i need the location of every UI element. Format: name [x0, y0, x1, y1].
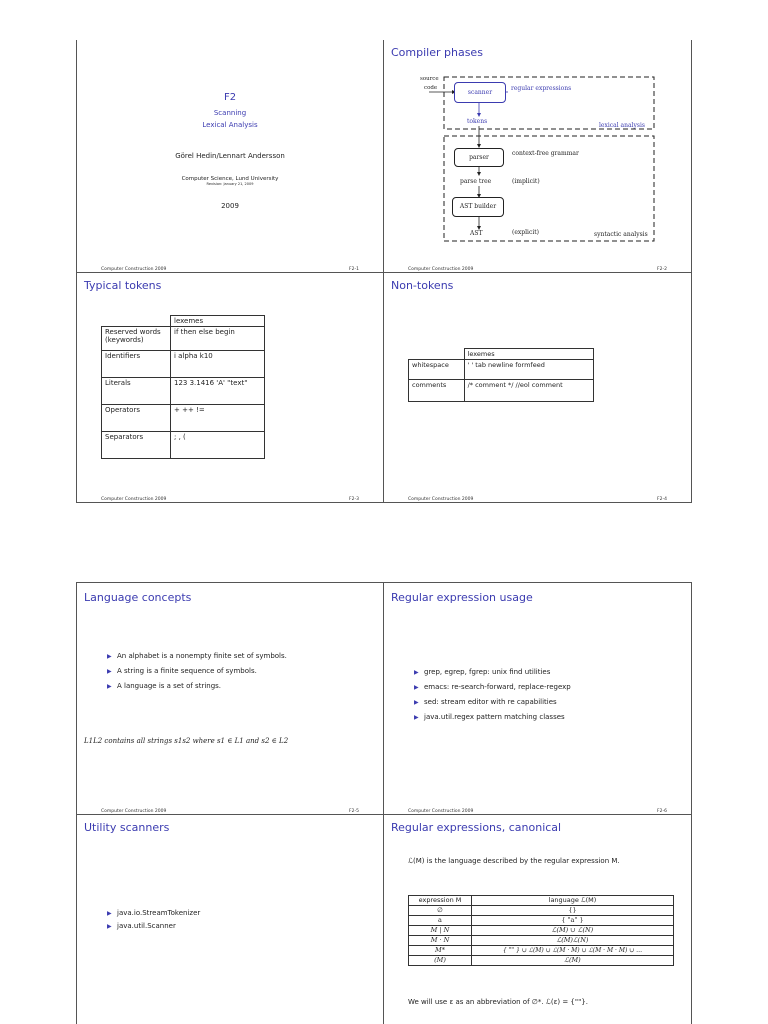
footer-course: Computer Construction 2009 [408, 497, 474, 502]
list-item: ▶ An alphabet is a nonempty finite set of symbols. [107, 649, 287, 664]
bullet-triangle-icon: ▶ [107, 910, 112, 917]
authors: Görel Hedin/Lennart Andersson [175, 152, 285, 160]
scanner-node: scanner [454, 82, 506, 103]
expression-cell: ∅ [409, 906, 472, 916]
bullet-triangle-icon: ▶ [107, 683, 112, 690]
expression-cell: M* [409, 946, 472, 956]
footer-course: Computer Construction 2009 [101, 809, 167, 814]
table-header-row [102, 316, 265, 327]
year: 2009 [221, 202, 239, 210]
non-token-class: whitespace [409, 360, 465, 380]
token-lexemes: 123 3.1416 'A' "text" [171, 378, 265, 405]
table-row [409, 916, 674, 926]
table-row [409, 906, 674, 916]
bullet-triangle-icon: ▶ [107, 653, 112, 660]
table-row [409, 956, 674, 966]
token-lexemes: if then else begin [171, 327, 265, 351]
regex-definition-table [408, 895, 674, 966]
list-item: ▶ A language is a set of strings. [107, 679, 287, 694]
slide-title: Regular expressions, canonical [391, 821, 562, 834]
tokens-label: tokens [467, 118, 488, 125]
slide-non-tokens [384, 273, 691, 502]
institution: Computer Science, Lund University [181, 176, 279, 182]
page-border-right-top [691, 40, 692, 502]
footer-page: F2-6 [657, 809, 667, 814]
source-code-label-2: code [424, 85, 438, 91]
table-header: lexemes [171, 316, 265, 327]
language-cell: { "a" } [472, 916, 674, 926]
table-header-row [409, 896, 674, 906]
slide-title [77, 40, 383, 272]
language-cell: ℒ(M) [472, 956, 674, 966]
footer-page: F2-5 [349, 809, 359, 814]
column-header: expression M [409, 896, 472, 906]
tokens-table [101, 315, 265, 459]
slide-title: Utility scanners [84, 821, 170, 834]
slide-title: Compiler phases [391, 46, 483, 59]
lexical-analysis-label: lexical analysis [599, 122, 645, 129]
slide-subtitle-scanning: Scanning [213, 109, 247, 117]
token-class: Literals [102, 378, 171, 405]
expression-cell: M · N [409, 936, 472, 946]
expression-cell: M | N [409, 926, 472, 936]
bullet-triangle-icon: ▶ [107, 923, 112, 930]
footer-course: Computer Construction 2009 [101, 497, 167, 502]
expression-cell: a [409, 916, 472, 926]
list-item: ▶ sed: stream editor with re capabilities [414, 695, 571, 710]
epsilon-note: We will use ε as an abbreviation of ∅*. ℒ(ε) = {""}. [408, 998, 588, 1006]
slide-main-title: F2 [223, 92, 237, 103]
token-class: Reserved words (keywords) [102, 327, 171, 351]
non-tokens-table [408, 348, 594, 402]
bullet-triangle-icon: ▶ [414, 684, 419, 691]
table-header-row [409, 349, 594, 360]
table-row [409, 936, 674, 946]
parser-node: parser [454, 148, 504, 167]
footer-page: F2-1 [349, 267, 359, 272]
concept-list [107, 649, 287, 694]
footer-course: Computer Construction 2009 [408, 809, 474, 814]
list-item: ▶ grep, egrep, fgrep: unix find utilities [414, 665, 571, 680]
implicit-label: (implicit) [512, 178, 540, 185]
list-item: ▶ A string is a finite sequence of symbols. [107, 664, 287, 679]
bullet-triangle-icon: ▶ [414, 714, 419, 721]
language-cell: ℒ(M)ℒ(N) [472, 936, 674, 946]
footer-page: F2-4 [657, 497, 667, 502]
regex-usage-list [414, 665, 571, 725]
non-token-lexemes: ' ' tab newline formfeed [464, 360, 593, 380]
footer-page: F2-3 [349, 497, 359, 502]
token-lexemes: ; , ( [171, 432, 265, 459]
slide-title: Non-tokens [391, 279, 454, 292]
bullet-triangle-icon: ▶ [414, 699, 419, 706]
slide-regex-canonical [384, 815, 691, 1024]
table-header: lexemes [464, 349, 593, 360]
token-lexemes: i alpha k10 [171, 351, 265, 378]
list-item: ▶ java.util.regex pattern matching classes [414, 710, 571, 725]
slide-title: Language concepts [84, 591, 192, 604]
bullet-triangle-icon: ▶ [414, 669, 419, 676]
footer-course: Computer Construction 2009 [408, 267, 474, 272]
scanner-list [107, 907, 200, 933]
slide-typical-tokens [77, 273, 383, 502]
language-cell: { "" } ∪ ℒ(M) ∪ ℒ(M · M) ∪ ℒ(M · M · M) ∪ … [472, 946, 674, 956]
table-row [102, 405, 265, 432]
concatenation-note: L1L2 contains all strings s1s2 where s1 ∈ L1 and s2 ∈ L2 [84, 737, 289, 745]
table-row [102, 378, 265, 405]
bullet-triangle-icon: ▶ [107, 668, 112, 675]
footer-page: F2-2 [657, 267, 667, 272]
language-cell: ℒ(M) ∪ ℒ(N) [472, 926, 674, 936]
table-row [409, 946, 674, 956]
source-code-label-1: source [420, 76, 439, 82]
ast-label: AST [470, 230, 483, 237]
page-border-right-bottom [691, 582, 692, 1024]
slide-subtitle-lexical: Lexical Analysis [202, 121, 258, 129]
language-cell: {} [472, 906, 674, 916]
table-row [102, 351, 265, 378]
parse-tree-label: parse tree [460, 178, 492, 185]
cfg-label: context-free grammar [512, 150, 579, 157]
non-token-class: comments [409, 380, 465, 402]
explicit-label: (explicit) [512, 229, 539, 236]
footer-course: Computer Construction 2009 [101, 267, 167, 272]
list-item: ▶ emacs: re-search-forward, replace-regexp [414, 680, 571, 695]
slide-compiler-phases [384, 40, 691, 272]
token-class: Separators [102, 432, 171, 459]
slide-title: Regular expression usage [391, 591, 533, 604]
regex-label: regular expressions [511, 85, 572, 92]
list-item: ▶ java.io.StreamTokenizer [107, 907, 200, 920]
list-item: ▶ java.util.Scanner [107, 920, 200, 933]
table-row [102, 327, 265, 351]
revision: Revision: January 21, 2009 [206, 182, 254, 186]
column-header: language ℒ(M) [472, 896, 674, 906]
non-token-lexemes: /* comment */ //eol comment [464, 380, 593, 402]
table-row [409, 380, 594, 402]
expression-cell: (M) [409, 956, 472, 966]
token-class: Identifiers [102, 351, 171, 378]
token-lexemes: + ++ != [171, 405, 265, 432]
slide-utility-scanners [77, 815, 383, 1024]
regex-intro: ℒ(M) is the language described by the regular expression M. [408, 857, 620, 865]
table-row [102, 432, 265, 459]
slide-regex-usage [384, 583, 691, 814]
token-class: Operators [102, 405, 171, 432]
page-border-bottom-top [76, 502, 692, 503]
slide-language-concepts [77, 583, 383, 814]
table-row [409, 926, 674, 936]
ast-builder-node: AST builder [452, 197, 504, 217]
syntactic-analysis-label: syntactic analysis [594, 231, 648, 238]
slide-title: Typical tokens [84, 279, 162, 292]
table-row [409, 360, 594, 380]
